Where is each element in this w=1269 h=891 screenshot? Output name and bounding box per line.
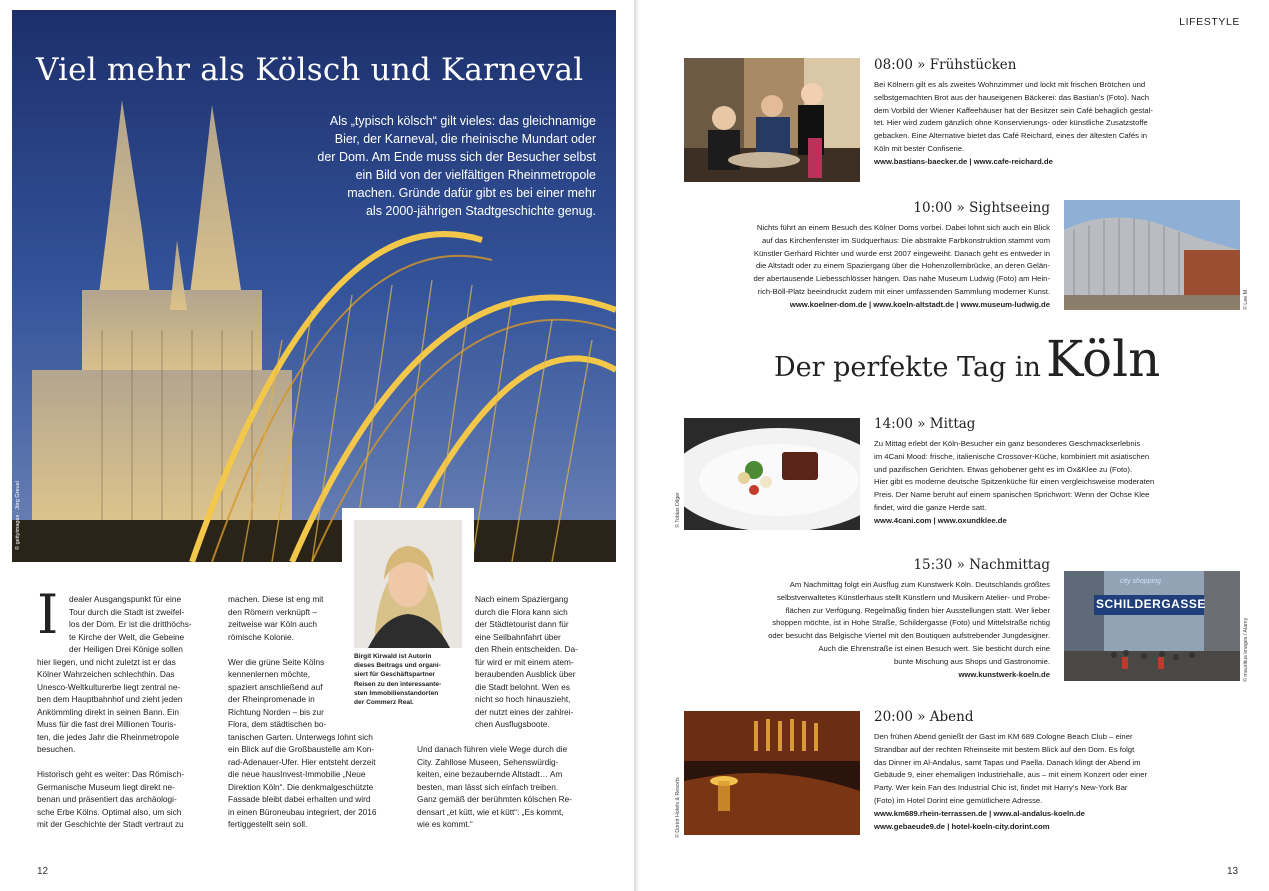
intro-line: als 2000-jährigen Stadtgeschichte genug. <box>365 204 596 218</box>
text-line: die Altstadt oder zu einem Spaziergang über die Hohenzollernbrücke, an deren Gelän- <box>755 261 1050 271</box>
section-heading: 08:00 » Frühstücken <box>874 57 1017 73</box>
body-line: City. Zahllose Museen, Sehenswürdig- <box>417 756 559 767</box>
intro-line: Als „typisch kölsch“ gilt vieles: das gleichnamige <box>329 114 596 128</box>
left-page <box>0 0 634 891</box>
body-line: durch die Flora kann sich <box>475 606 568 617</box>
body-line: für wird er mit einem atem- <box>475 656 574 667</box>
page-number-left: 12 <box>37 866 49 877</box>
caption-line: Birgit Kirwald ist Autorin <box>354 653 432 660</box>
text-line: Strandbar auf der rechten Rheinseite mit bestem Blick auf den Dom. Es folgt <box>874 744 1135 754</box>
text-line: das Dinner im Al-Andalus, samt Tapas und Paella. Danach klingt der Abend im <box>874 757 1141 767</box>
body-line: densart „et kütt, wie et kütt“: „Es kommt, <box>417 806 564 817</box>
section-links[interactable]: www.km689.rhein-terrassen.de | www.al-andalus-koeln.de <box>874 808 1085 818</box>
section-text <box>874 731 1244 833</box>
body-line: wie es kommt.“ <box>417 819 473 829</box>
photo-lunch-plate <box>684 418 860 530</box>
body-line: Wer die grüne Seite Kölns <box>228 656 325 667</box>
section-links[interactable]: www.4cani.com | www.oxundklee.de <box>874 515 1007 525</box>
text-line: tet. Hier wird zudem gänzlich ohne Konservierungs- oder künstliche Zusatzstoffe <box>874 118 1148 128</box>
text-line: Köln mit bester Confiserie. <box>874 143 965 153</box>
body-line: Flora, dem städtischen bo- <box>228 719 327 729</box>
text-line: Preis. Der Name beruht auf einem spanischen Sprichwort: Wenn der Ochse Klee <box>874 490 1150 500</box>
body-line: Germanische Museum liegt direkt ne- <box>37 781 175 792</box>
text-line: dem Vorbild der Wiener Kaffeehäuser hat der Besitzer sein Café behaglich gestal- <box>874 105 1153 115</box>
section-breakfast <box>874 57 1234 169</box>
body-line: Tour durch die Stadt ist zweifel- <box>69 606 185 617</box>
hero-photo-credit: © gettyimages · Jörg Greuel <box>15 481 21 550</box>
caption-line: sten Immobilienstandorten <box>354 689 439 697</box>
body-line: der Rheinpromenade in <box>228 694 315 704</box>
body-line: ben dem Hauptbahnhof und zieht jeden <box>37 694 183 704</box>
photo-credit: © Lee M. <box>1243 288 1249 310</box>
body-line: nicht so hoch hinauszieht, <box>475 694 571 704</box>
body-column-1 <box>37 593 212 831</box>
text-line: Hier gibt es moderne deutsche Spitzenküche für einen vergleichsweise moderaten <box>874 477 1155 487</box>
text-line: gebacken. Eine Alternative bietet das Café Reichard, eines der ältesten Cafés in <box>874 131 1148 141</box>
body-line: in einen Büroneubau integriert, der 2016 <box>228 806 377 817</box>
body-line <box>228 643 398 656</box>
hero-image-cologne-cathedral-bridge <box>12 10 616 562</box>
body-line: Und danach führen viele Wege durch die <box>417 744 568 754</box>
section-evening <box>874 709 1244 833</box>
body-line: ein Blick auf die Großbaustelle am Kon- <box>228 744 375 754</box>
title-prefix: Der perfekte Tag in <box>774 352 1041 383</box>
text-line: findet, wird die ganze Herde satt. <box>874 502 987 512</box>
text-line: Zu Mittag erlebt der Köln-Besucher ein ganz besonderes Geschmackserlebnis <box>874 439 1141 448</box>
text-line: (Foto) im Hotel Dorint eine gemütlichere Adresse. <box>874 795 1043 805</box>
body-line: tanischen Garten. Unterwegs lohnt sich <box>228 731 373 742</box>
caption-line: siert für Geschäftspartner <box>354 671 435 679</box>
spread-title <box>774 330 1160 388</box>
body-line: Richtung Norden – bis zur <box>228 706 324 717</box>
body-line: los der Dom. Er ist die dritthöchs- <box>69 619 192 629</box>
text-line: Gebäude 9, einer ehemaligen Industriehalle, aus – mit einem Konzert oder einer <box>874 770 1148 780</box>
body-column-2 <box>228 593 398 831</box>
text-line: Bei Kölnern gilt es als zweites Wohnzimmer und lockt mit frischen Brötchen und <box>874 80 1146 89</box>
body-line: Direktion Köln“. Die denkmalgeschützte <box>228 781 374 792</box>
photo-credit: © mauritius images / Alamy <box>1243 617 1249 682</box>
article-intro <box>266 112 596 220</box>
shop-sign: SCHILDERGASSE <box>1096 597 1206 611</box>
body-line: Historisch geht es weiter: Das Römisch- <box>37 769 185 779</box>
body-line: te Kirche der Welt, die Gebeine <box>69 631 185 642</box>
section-heading: 20:00 » Abend <box>874 709 974 725</box>
intro-line: der Dom. Am Ende muss sich der Besucher selbst <box>317 150 596 164</box>
photo-credit: © Dorint Hotels & Resorts <box>675 777 681 838</box>
text-line: Künstler Gerhard Richter und wurde erst 2007 eingeweiht. Danach geht es entweder in <box>753 248 1050 258</box>
body-line: hier liegen, und nicht zuletzt ist er das <box>37 656 176 667</box>
section-links[interactable]: www.gebaeude9.de | hotel-koeln-city.dorint.com <box>874 821 1050 831</box>
body-line: die Stadt belohnt. Wen es <box>475 681 570 692</box>
photo-museum-ludwig <box>1064 200 1240 310</box>
body-line: mit der Geschichte der Stadt vertraut zu <box>37 819 184 829</box>
body-line: dealer Ausgangspunkt für eine <box>69 594 182 604</box>
body-line: die neue hausInvest-Immobilie „Neue <box>228 769 366 779</box>
body-line: besuchen. <box>37 744 76 754</box>
body-line: beraubenden Ausblick über <box>475 669 576 679</box>
body-line: rad-Adenauer-Ufer. Hier entsteht derzeit <box>228 756 376 767</box>
photo-schildergasse <box>1064 571 1240 681</box>
body-line: chen Ausflugsboote. <box>475 719 550 729</box>
section-heading: 14:00 » Mittag <box>874 416 976 432</box>
body-line: Ganz gemäß der berühmten kölschen Re- <box>417 794 572 804</box>
intro-line: machen. Gründe dafür gibt es bei einer mehr <box>347 186 596 200</box>
caption-line: Reisen zu den interessante- <box>354 680 442 688</box>
body-line: machen. Diese ist eng mit <box>228 594 324 604</box>
body-line: besten, man lässt sich einfach treiben. <box>417 781 559 792</box>
text-line: und pazifischen Gerichten. Etwas gehobener geht es im Ox&Klee zu (Foto). <box>874 464 1133 474</box>
body-line: Kölner Wahrzeichen schlechthin. Das <box>37 669 175 679</box>
text-line: oder besucht das Belgische Viertel mit den Boutiquen aufstrebender Jungdesigner. <box>768 631 1050 641</box>
body-line: den Rhein entscheiden. Da- <box>475 644 578 654</box>
section-sightseeing <box>662 200 1050 312</box>
text-line: im 4Cani Mood: frische, italienische Crossover-Küche, kombiniert mit asiatischen <box>874 451 1150 461</box>
article-title: Viel mehr als Kölsch und Karneval <box>36 52 584 88</box>
body-line: fertiggestellt sein soll. <box>228 819 308 829</box>
section-label: LIFESTYLE <box>1179 16 1240 28</box>
text-line: bunte Mischung aus Shops und Gastronomie. <box>894 656 1050 666</box>
body-line: sche Erbe Kölns. Optimal also, um sich <box>37 806 182 817</box>
caption-line: dieses Beitrags und organi- <box>354 662 441 670</box>
section-text <box>662 222 1050 312</box>
body-line <box>37 756 212 769</box>
text-line: rich-Böll-Platz beeindruckt zudem mit einer umfassenden Sammlung moderner Kunst. <box>757 286 1050 296</box>
shop-sign-small: city shopping <box>1120 578 1161 585</box>
page-gutter <box>634 0 640 891</box>
body-line <box>417 731 592 744</box>
text-line: shoppen möchte, ist in Hohe Straße, Schildergasse (Foto) und Mittelstraße richtig <box>772 618 1050 628</box>
section-heading: 15:30 » Nachmittag <box>913 557 1050 573</box>
body-line: der Städtetourist dann für <box>475 619 569 629</box>
cathedral-bridge-illustration <box>12 10 616 562</box>
text-line: selbstgemachten Brot aus der hauseigenen Bäckerei: das Bastian’s (Foto). Nach <box>874 92 1150 102</box>
body-line: keiten, eine bezaubernde Altstadt… Am <box>417 769 563 779</box>
photo-credit: © Tobias Dilger <box>675 492 681 528</box>
body-line: benan und präsentiert das archäologi- <box>37 794 177 804</box>
body-column-3 <box>417 593 592 831</box>
text-line: flächen zur Verfügung. Regelmäßig finden hier Ausstellungen statt. Wer lieber <box>785 605 1050 615</box>
section-afternoon <box>662 557 1050 681</box>
intro-line: Bier, der Karneval, die rheinische Mundart oder <box>334 132 596 146</box>
body-line: ten, die jedes Jahr die Rheinmetropole <box>37 731 180 742</box>
body-line: römische Kolonie. <box>228 631 294 642</box>
intro-line: ein Bild von der vielfältigen Rheinmetropole <box>355 168 596 182</box>
body-line: Fassade bleibt dabei erhalten und wird <box>228 794 371 804</box>
caption-line: der Commerz Real. <box>354 699 414 707</box>
drop-cap: I <box>37 583 59 646</box>
body-line: kennenlernen möchte, <box>228 669 311 679</box>
body-line: Ankömmling direkt in seinen Bann. Ein <box>37 706 180 717</box>
page-number-right: 13 <box>1227 866 1239 877</box>
section-text <box>662 579 1050 681</box>
text-line: Den frühen Abend genießt der Gast im KM 689 Cologne Beach Club – einer <box>874 732 1133 741</box>
text-line: auf das Kirchenfenster im Südquerhaus: Die abstrakte Farbkonstruktion stammt vom <box>762 235 1050 245</box>
text-line: Party. Wer kein Fan des Industrial Chic ist, findet mit Harry’s New-York Bar <box>874 783 1128 793</box>
body-line: der nutzt eines der zahlrei- <box>475 706 574 717</box>
text-line: Nichts führt an einem Besuch des Kölner Doms vorbei. Dabei lohnt sich auch ein Blick <box>756 223 1050 232</box>
body-line: Nach einem Spaziergang <box>475 594 569 604</box>
body-line: zeitweise war Köln auch <box>228 619 318 629</box>
body-line: der Heiligen Drei Könige sollen <box>69 644 183 654</box>
text-line: Auch die Ehrenstraße ist einen Besuch wert. Sie besticht durch eine <box>818 643 1050 653</box>
body-line: spaziert anschließend auf <box>228 681 323 692</box>
body-line: eine Seilbahnfahrt über <box>475 631 561 642</box>
body-line: Unesco-Weltkulturerbe liegt zentral ne- <box>37 681 181 692</box>
title-city: Köln <box>1046 330 1161 388</box>
section-links[interactable]: www.koelner-dom.de | www.koeln-altstadt.de | www.museum-ludwig.de <box>789 299 1050 309</box>
text-line: der abertausende Liebesschlösser hängen. Das nahe Museum Ludwig (Foto) am Hein- <box>753 274 1050 284</box>
text-line: selbstverwaltetes Künstlerhaus stellt Künstlern und Musikern Atelier- und Probe- <box>776 592 1050 602</box>
photo-cafe-breakfast <box>684 58 860 182</box>
text-line: Am Nachmittag folgt ein Ausflug zum Kunstwerk Köln. Deutschlands größtes <box>789 580 1050 589</box>
body-line: den Römern verknüpft – <box>228 606 318 617</box>
section-text <box>874 79 1234 169</box>
section-heading: 10:00 » Sightseeing <box>913 200 1050 216</box>
section-links[interactable]: www.bastians-baecker.de | www.cafe-reichard.de <box>874 156 1053 166</box>
section-text <box>874 438 1244 528</box>
section-lunch <box>874 416 1244 528</box>
photo-bar-evening <box>684 711 860 835</box>
section-links[interactable]: www.kunstwerk-koeln.de <box>958 669 1050 679</box>
body-line: Muss für die fast drei Millionen Touris- <box>37 719 177 729</box>
